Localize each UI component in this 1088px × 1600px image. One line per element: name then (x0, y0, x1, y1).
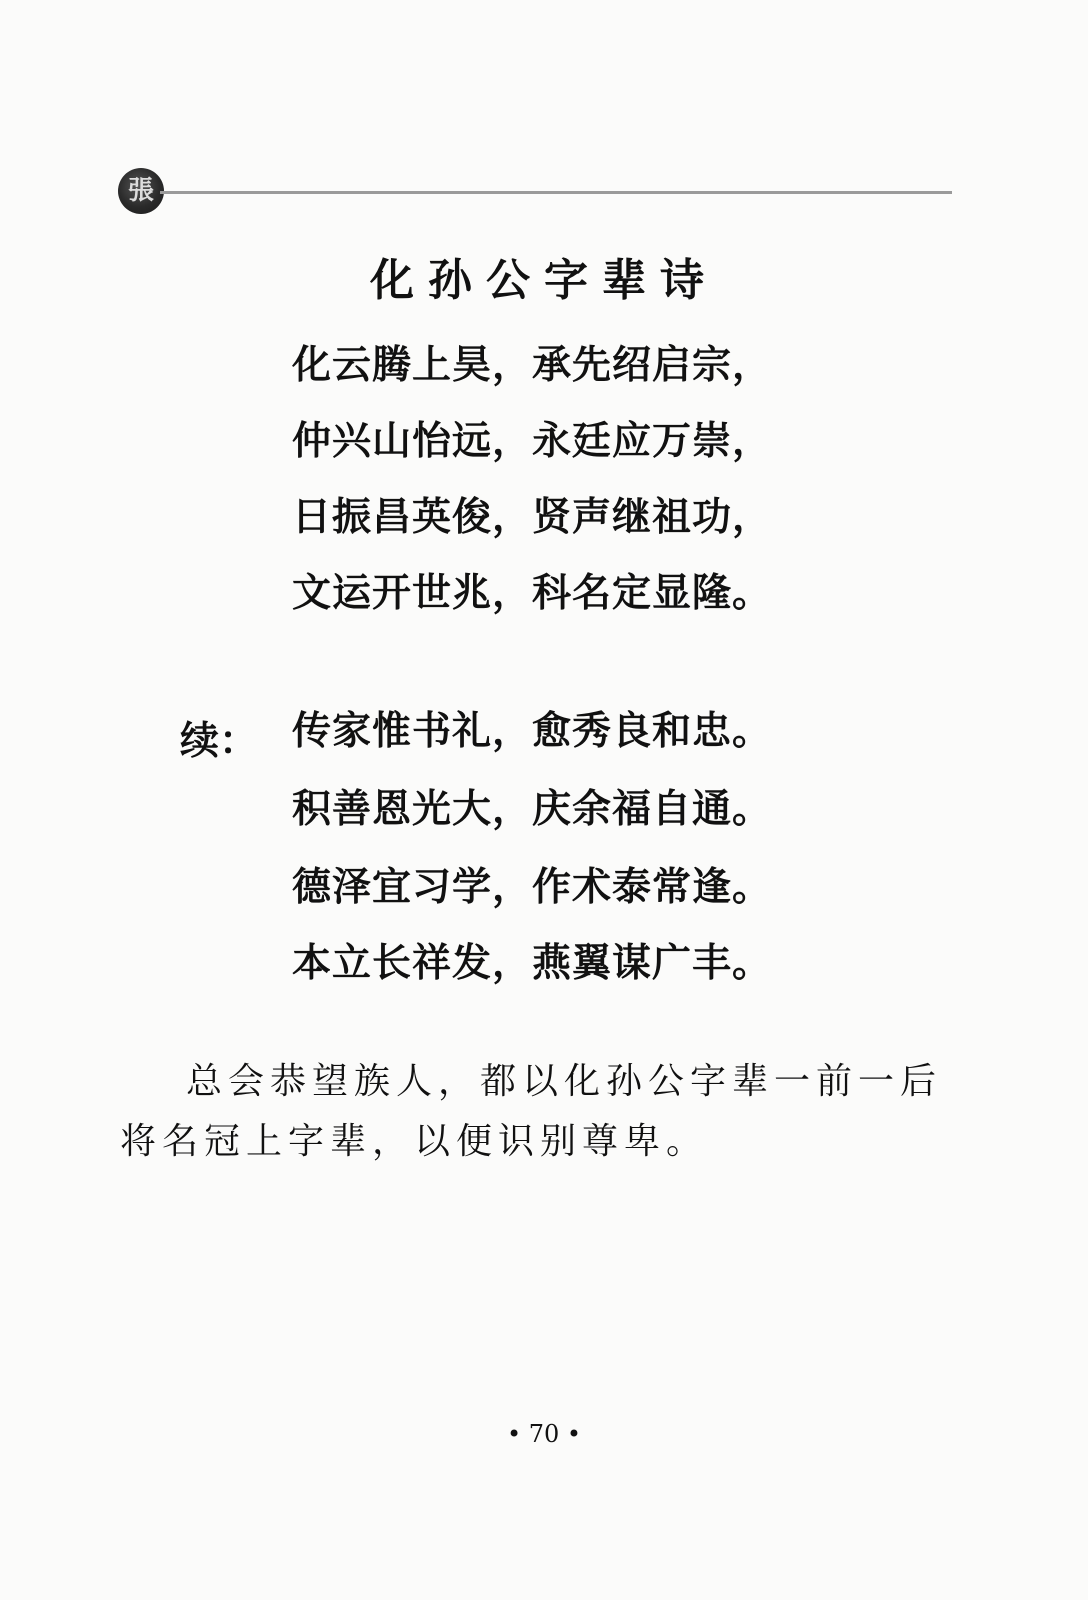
header-seal-icon: 張 (118, 168, 164, 214)
continuation-verse: 传家惟书礼，愈秀良和忠。 (292, 708, 773, 754)
poem-title: 化孙公字辈诗 (370, 255, 718, 306)
continuation-label: 续： (180, 718, 259, 764)
poem-verse: 文运开世兆，科名定显隆。 (292, 570, 773, 616)
page-number: • 70 • (506, 1420, 582, 1448)
header-rule (160, 191, 952, 194)
poem-verse: 仲兴山怡远，永廷应万崇， (292, 418, 773, 464)
poem-verse: 化云腾上昊，承先绍启宗， (292, 342, 773, 388)
continuation-verse: 本立长祥发，燕翼谋广丰。 (292, 940, 773, 986)
continuation-verse: 积善恩光大，庆余福自通。 (292, 786, 773, 832)
continuation-verse: 德泽宜习学，作术泰常逢。 (292, 864, 773, 910)
note-paragraph: 总会恭望族人，都以化孙公字辈一前一后将名冠上字辈，以便识别尊卑。 (120, 1061, 943, 1162)
poem-verse: 日振昌英俊，贤声继祖功， (292, 494, 773, 540)
